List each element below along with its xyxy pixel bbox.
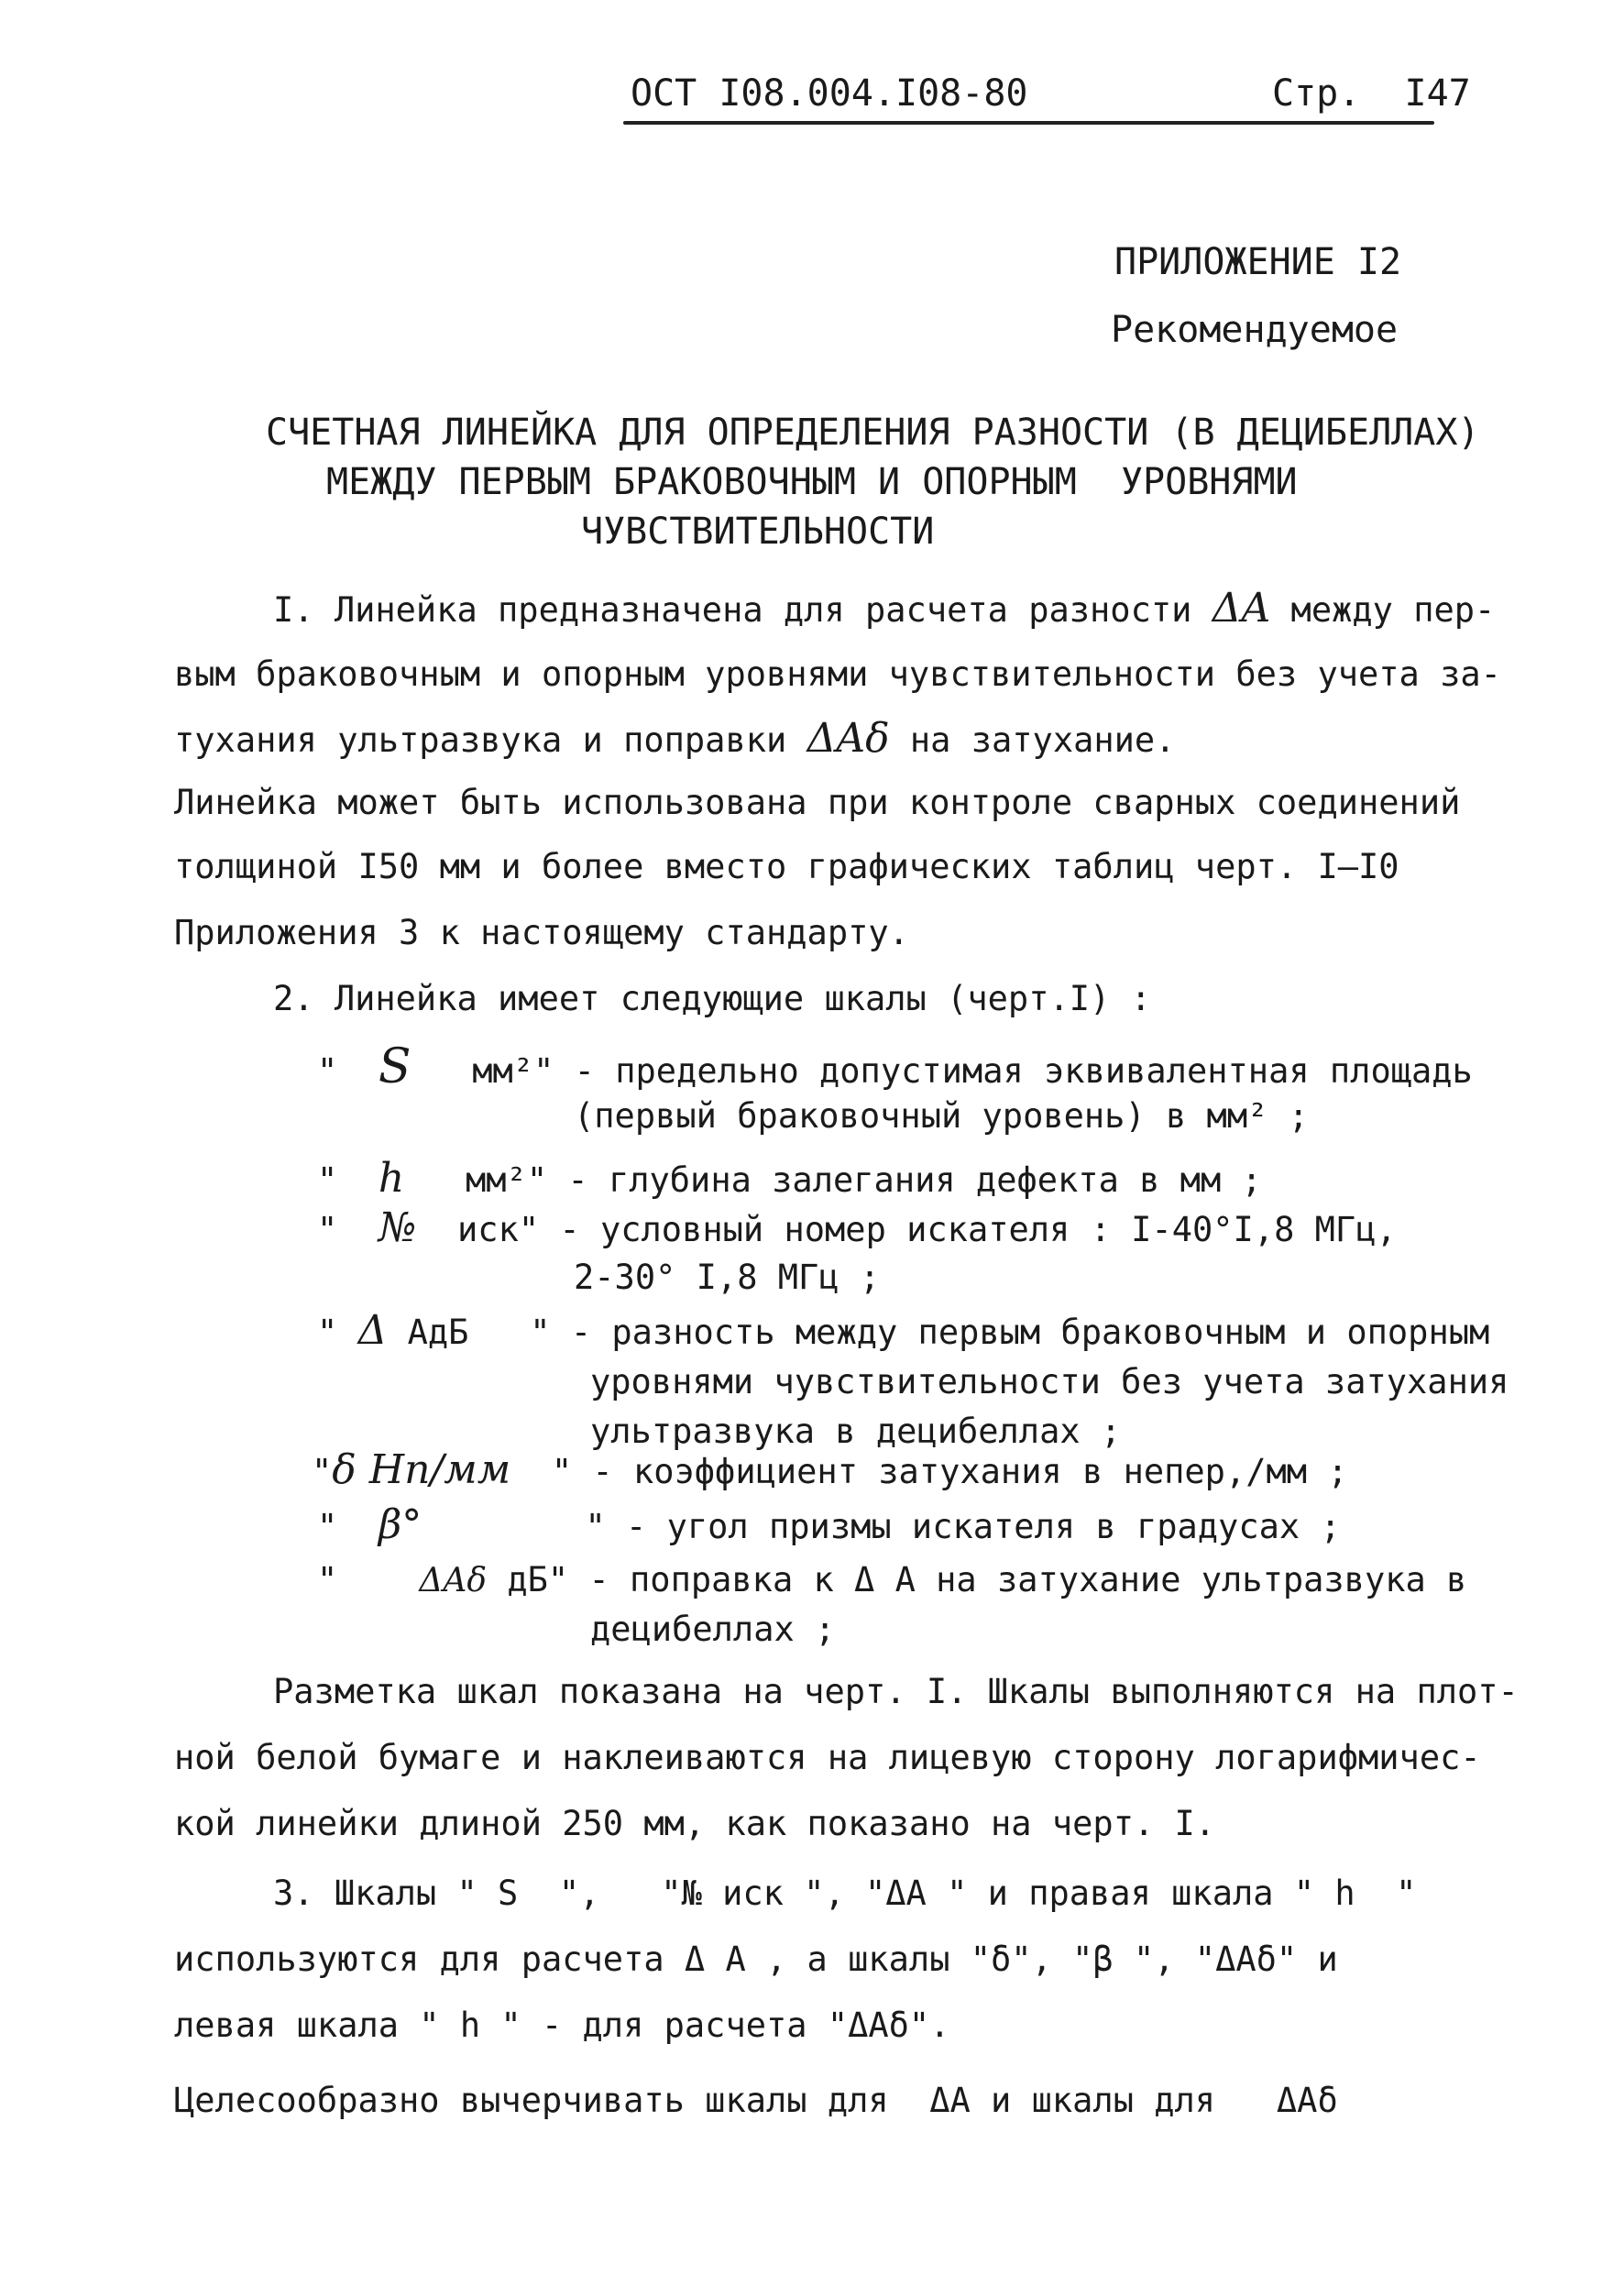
p4-line-1: 3. Шкалы " S ", "№ иск ", "ΔА " и правая шкала " h " — [273, 1874, 1417, 1913]
scale-delta-a-desc-3: ультразвука в децибеллах ; — [590, 1412, 1122, 1451]
scale-attenuation-desc: коэффициент затухания в непер,/мм ; — [632, 1452, 1348, 1491]
delta-a-symbol: ΔA — [1212, 585, 1271, 632]
header-rule — [623, 121, 1434, 125]
p1-text-b: между пер- — [1270, 590, 1496, 630]
scale-correction-desc: поправка к Δ А на затухание ультразвука в — [630, 1560, 1467, 1599]
scale-beta-row: " β° " - угол призмы искателя в градусах ; — [317, 1501, 1341, 1548]
p4-line-4: Целесообразно вычерчивать шкалы для ΔА и шкалы для ΔАδ — [174, 2081, 1338, 2120]
scale-attenuation-symbol: δ Нп/мм — [332, 1446, 511, 1493]
scale-dash: - — [592, 1452, 613, 1491]
scale-h-desc: глубина залегания дефекта в мм ; — [608, 1160, 1262, 1200]
scale-h-symbol: h — [378, 1155, 405, 1202]
scale-no-unit: иск" — [457, 1210, 540, 1249]
scale-attenuation-unit: " — [551, 1452, 573, 1491]
scale-no-desc: условный номер искателя : I-40°I,8 МГц, — [599, 1210, 1397, 1249]
p1-text-c: тухания ультразвука и поправки — [174, 720, 807, 760]
scale-correction-desc-2: децибеллах ; — [590, 1610, 836, 1649]
scale-dash: - — [559, 1210, 580, 1249]
p1-line-5: толщиной I50 мм и более вместо графических таблиц черт. I—I0 — [174, 847, 1399, 886]
scale-delta-a-desc: разность между первым браковочным и опорным — [611, 1313, 1490, 1352]
title-line-2: МЕЖДУ ПЕРВЫМ БРАКОВОЧНЫМ И ОПОРНЫМ УРОВНЯМИ — [326, 461, 1298, 503]
scale-h-unit: мм²" — [466, 1160, 548, 1200]
scale-s-desc: предельно допустимая эквивалентная площадь — [615, 1051, 1473, 1091]
p2-intro: 2. Линейка имеет следующие шкалы (черт.I) : — [273, 979, 1151, 1018]
scale-delta-symbol: Δ — [357, 1307, 388, 1354]
scale-beta-symbol: β° — [378, 1501, 422, 1548]
scale-s-unit: мм²" — [472, 1051, 554, 1091]
scale-dash: - — [626, 1507, 647, 1546]
scale-s-row: " S мм²" - предельно допустимая эквивалентная площадь — [317, 1039, 1473, 1094]
scale-dash: - — [588, 1560, 609, 1599]
p1-line-6: Приложения 3 к настоящему стандарту. — [174, 913, 909, 952]
appendix-label: ПРИЛОЖЕНИЕ I2 — [1114, 241, 1402, 283]
p1-text-a: I. Линейка предназначена для расчета разности — [273, 590, 1213, 630]
scale-delta-a-row: " Δ АдБ " - разность между первым браковочным и опорным — [317, 1307, 1490, 1354]
delta-a-delta-symbol: ΔAδ — [807, 715, 890, 762]
p4-line-3: левая шкала " h " - для расчета "ΔAδ". — [174, 2006, 950, 2045]
p1-line-4: Линейка может быть использована при контроле сварных соединений — [174, 783, 1461, 822]
title-line-3: ЧУВСТВИТЕЛЬНОСТИ — [581, 511, 935, 553]
standard-number: ОСТ I08.004.I08-80 — [631, 72, 1028, 115]
page-number: Стр. I47 — [1272, 72, 1471, 115]
scale-beta-unit: " — [585, 1507, 606, 1546]
p4-line-2: используются для расчета Δ А , а шкалы "δ", "β ", "ΔAδ" и — [174, 1940, 1338, 1979]
scale-no-symbol: № — [378, 1204, 417, 1251]
p1-line-2: вым браковочным и опорным уровнями чувствительности без учета за- — [174, 654, 1501, 694]
p1-text-d: на затухание. — [889, 720, 1176, 760]
appendix-status: Рекомендуемое — [1111, 309, 1399, 351]
scale-correction-row: " ΔAδ дБ" - поправка к Δ А на затухание ультразвука в — [317, 1560, 1467, 1599]
scale-no-row: " № иск" - условный номер искателя : I-40°I,8 МГц, — [317, 1204, 1397, 1251]
scale-delta-a-desc-2: уровнями чувствительности без учета затухания — [590, 1362, 1509, 1401]
title-line-1: СЧЕТНАЯ ЛИНЕЙКА ДЛЯ ОПРЕДЕЛЕНИЯ РАЗНОСТИ (В ДЕЦИБЕЛЛАХ) — [266, 412, 1480, 454]
scale-delta-row: "δ Нп/мм " - коэффициент затухания в непер,/мм ; — [312, 1446, 1348, 1493]
scale-correction-unit: дБ" — [507, 1560, 569, 1599]
scale-h-row: " h мм²" - глубина залегания дефекта в мм ; — [317, 1155, 1262, 1202]
scale-s-symbol: S — [378, 1039, 411, 1094]
scale-no-desc-2: 2-30° I,8 МГц ; — [574, 1258, 881, 1297]
scale-correction-symbol: ΔAδ — [419, 1562, 488, 1599]
scale-dash: - — [570, 1313, 592, 1352]
p1-line-1 — [273, 587, 1495, 632]
scale-beta-desc: угол призмы искателя в градусах ; — [666, 1507, 1341, 1546]
p3-line-2: ной белой бумаге и наклеиваются на лицевую сторону логарифмичес- — [174, 1738, 1481, 1777]
scale-dash: - — [574, 1051, 595, 1091]
scale-delta-a-unit: АдБ " — [407, 1313, 551, 1352]
p1-line-3 — [174, 717, 1175, 763]
p3-line-1: Разметка шкал показана на черт. I. Шкалы выполняются на плот- — [273, 1672, 1519, 1711]
scale-dash: - — [567, 1160, 588, 1200]
p3-line-3: кой линейки длиной 250 мм, как показано на черт. I. — [174, 1804, 1216, 1843]
scale-s-desc-2: (первый браковочный уровень) в мм² ; — [574, 1096, 1309, 1136]
